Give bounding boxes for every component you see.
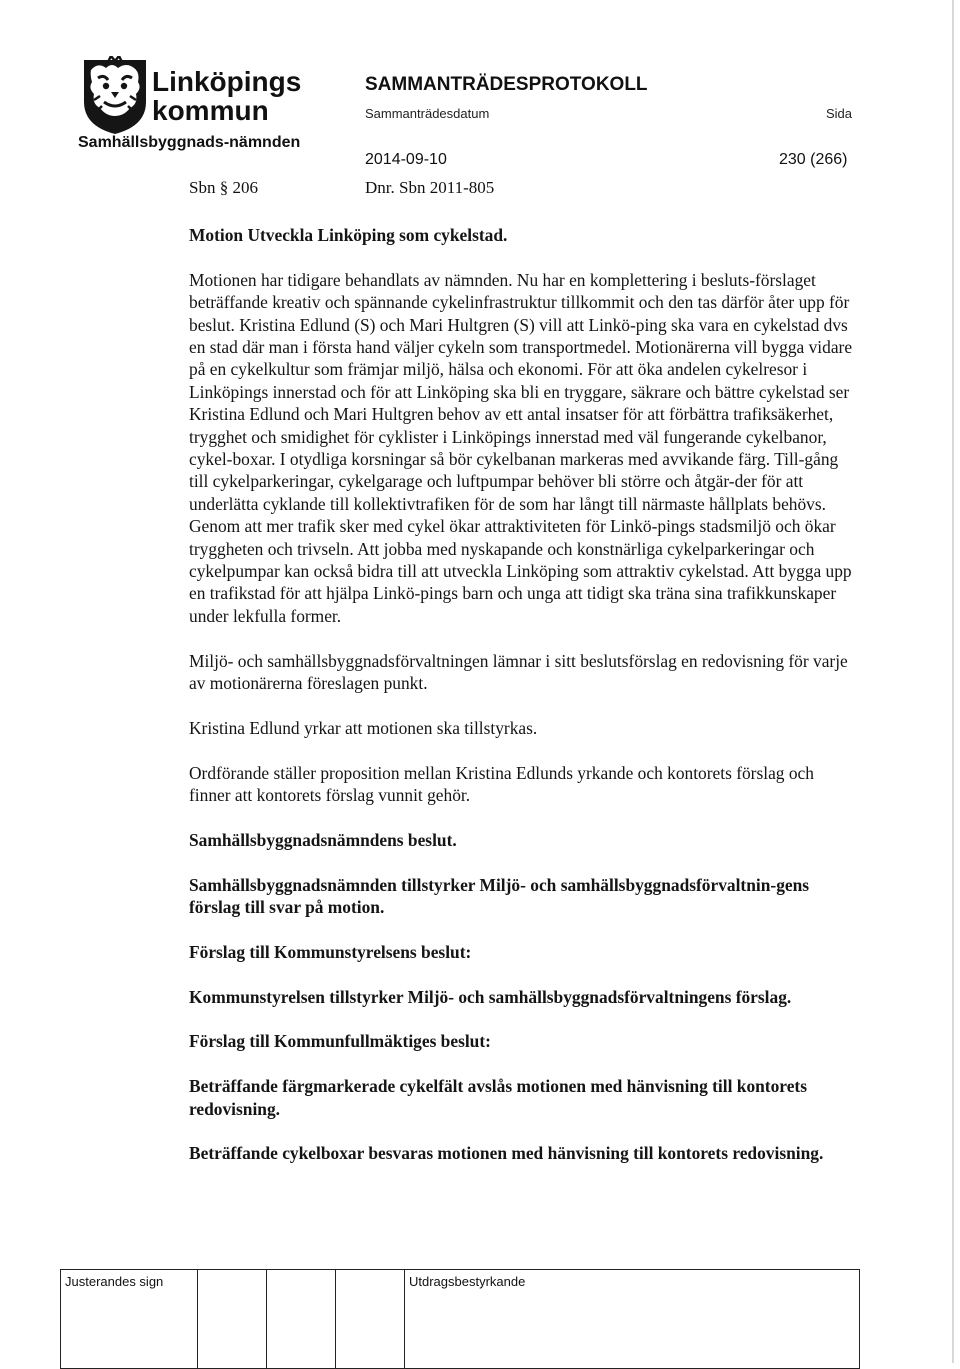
scan-edge	[952, 0, 954, 1363]
ks-proposal-heading: Förslag till Kommunstyrelsens beslut:	[189, 941, 472, 962]
administration-proposal: Miljö- och samhällsbyggnadsförvaltningen lämnar i sitt beslutsförslag en redovisning för varje av motionärerna föreslagen punkt.	[189, 650, 848, 694]
organization-name	[152, 67, 301, 125]
kf-proposal-text-2: Beträffande cykelboxar besvaras motionen med hänvisning till kontorets redovisning.	[189, 1143, 824, 1164]
case-number: Dnr. Sbn 2011-805	[365, 178, 495, 197]
department-name: Samhällsbyggnads-nämnden	[78, 134, 301, 151]
motion-claim: Kristina Edlund yrkar att motionen ska tillstyrkas.	[189, 717, 538, 738]
kf-proposal-text-1: Beträffande färgmarkerade cykelfält avslås motionen med hänvisning till kontorets redovisning.	[189, 1076, 807, 1119]
motion-description: Motionen har tidigare behandlats av nämnden. Nu har en komplettering i besluts-förslaget beträffande kreativ och spännande cykelinfrastruktur tillkommit och den tas därför åter upp för beslut. Kristina Edlund (S) och Mari Hultgren (S) vill att Linkö-ping ska vara en cykelstad dvs en stad där man i första hand väljer cykeln som transportmedel. Motionärerna vill bygga vidare på en cykelkultur som främjar miljö, hälsa och ekonomi. För att öka andelen cykelresor i Linköpings innerstad och för att Linköping ska bli en tryggare, säkrare och bättre cykelstad ser Kristina Edlund och Mari Hultgren behov av ett antal insatser för att förbättra trafiksäkerhet, trygghet och smidighet för cyklister i Linköpings innerstad med väl fungerande cykelbanor, cykel-boxar. I otydliga korsningar så bör cykelbanan markeras med avvikande färg. Till-gång till cykelparkeringar, cykelgarage och luftpumpar behöver bli större och åtgär-der för att underlätta cyklande till kollektivtrafiken för de som har långt till närmaste hållplats behövs. Genom att mer trafik sker med cykel ökar attraktiviteten för Linkö-pings stadsmiljö och ökar tryggheten och trivseln. Att jobba med nyskapande och konstnärliga cykelparkeringar och cykelpumpar kan också bidra till att utveckla Linköping som attraktiv cykelstad. Att bygga upp en trafikstad för att hjälpa Linkö-pings barn och unga att tidigt ska träna sina trafikkunskaper under lekfulla former.	[189, 269, 853, 626]
minutes-body	[189, 224, 859, 1165]
motion-title: Motion Utveckla Linköping som cykelstad.	[189, 225, 508, 245]
signature-box-2	[267, 1270, 336, 1369]
signature-table	[60, 1269, 860, 1369]
extract-certification-box	[405, 1270, 860, 1369]
kf-proposal-heading: Förslag till Kommunfullmäktiges beslut:	[189, 1031, 491, 1052]
coat-of-arms-logo	[78, 56, 152, 136]
meeting-date-label: Sammanträdesdatum	[365, 106, 490, 121]
organization-name-line1: Linköpings	[152, 66, 302, 97]
signature-box-1	[198, 1270, 267, 1369]
page-label: Sida	[826, 106, 853, 121]
decision-heading: Samhällsbyggnadsnämndens beslut.	[189, 829, 457, 850]
signature-box-3	[336, 1270, 405, 1369]
organization-name-line2: kommun	[152, 95, 269, 126]
ks-proposal-text: Kommunstyrelsen tillstyrker Miljö- och samhällsbyggnadsförvaltningens förslag.	[189, 986, 792, 1007]
meeting-date-value: 2014-09-10	[365, 151, 447, 168]
extract-certification-label: Utdragsbestyrkande	[409, 1274, 526, 1289]
page-number: 230 (266)	[779, 151, 848, 168]
signature-label: Justerandes sign	[65, 1274, 164, 1289]
signature-box-label	[61, 1270, 198, 1369]
paragraph-reference: Sbn § 206	[189, 178, 258, 197]
decision-text: Samhällsbyggnadsnämnden tillstyrker Miljö- och samhällsbyggnadsförvaltnin-gens förslag till svar på motion.	[189, 874, 810, 918]
chair-proposition: Ordförande ställer proposition mellan Kristina Edlunds yrkande och kontorets förslag och finner att kontorets förslag vunnit gehör.	[189, 762, 814, 806]
document-type: SAMMANTRÄDESPROTOKOLL	[365, 74, 648, 95]
